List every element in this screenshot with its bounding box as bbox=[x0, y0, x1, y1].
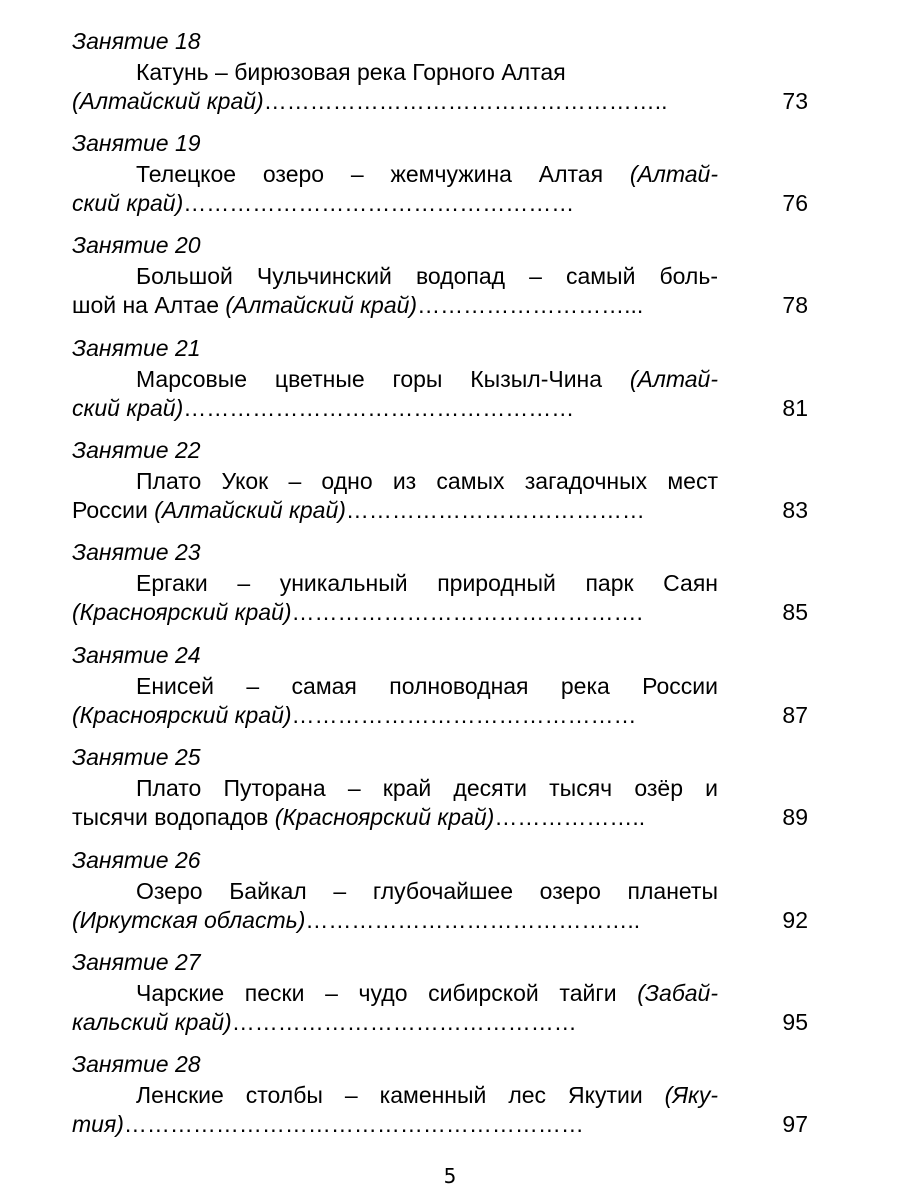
entry-title-continued: шой на Алтае bbox=[72, 292, 226, 318]
entry-title-line1 bbox=[72, 979, 718, 1007]
entry-page-number: 95 bbox=[782, 1009, 808, 1035]
entry-title-line2 bbox=[72, 291, 718, 319]
entry-title-text: Плато Путорана – край десяти тысяч озёр и bbox=[136, 775, 718, 801]
toc-entry-19 bbox=[72, 129, 812, 231]
lesson-label: Занятие 26 bbox=[72, 847, 201, 873]
lesson-label: Занятие 28 bbox=[72, 1051, 201, 1077]
entry-region: (Иркутская область) bbox=[72, 907, 306, 933]
entry-region: (Алтай- bbox=[629, 366, 718, 392]
entry-title-line1 bbox=[72, 467, 718, 495]
dot-leader: ………………………... bbox=[417, 292, 644, 318]
dot-leader: ……………….. bbox=[494, 804, 646, 830]
entry-region: (Алтай- bbox=[629, 161, 718, 187]
entry-title-line1 bbox=[72, 160, 718, 188]
entry-page-number: 76 bbox=[782, 190, 808, 216]
lesson-label: Занятие 22 bbox=[72, 437, 201, 463]
entry-page-number: 78 bbox=[782, 292, 808, 318]
entry-title-line1 bbox=[72, 569, 718, 597]
lesson-label: Занятие 27 bbox=[72, 949, 201, 975]
entry-region-continued: кальский край) bbox=[72, 1009, 232, 1035]
toc-entry-22 bbox=[72, 436, 812, 538]
entry-page-number: 81 bbox=[782, 395, 808, 421]
entry-title-text: Ленские столбы – каменный лес Якутии bbox=[136, 1082, 643, 1108]
entry-region: (Алтайский край) bbox=[72, 88, 264, 114]
entry-region: (Красноярский край) bbox=[72, 702, 292, 728]
entry-title-line2 bbox=[72, 1008, 718, 1036]
lesson-label: Занятие 25 bbox=[72, 744, 201, 770]
dot-leader: ………………………………… bbox=[345, 497, 645, 523]
entry-title-line2 bbox=[72, 803, 718, 831]
entry-region: (Красноярский край) bbox=[274, 804, 495, 830]
entry-title-line2 bbox=[72, 598, 718, 626]
entry-title-line2 bbox=[72, 906, 718, 934]
entry-title-line2 bbox=[72, 701, 718, 729]
entry-region: (Красноярский край) bbox=[72, 599, 292, 625]
entry-page-number: 73 bbox=[782, 88, 808, 114]
page-footer-number: 5 bbox=[443, 1164, 457, 1188]
toc-entry-26 bbox=[72, 846, 812, 948]
lesson-label: Занятие 19 bbox=[72, 130, 201, 156]
entry-region-continued: ский край) bbox=[72, 190, 184, 216]
entry-title-line2 bbox=[72, 87, 718, 115]
dot-leader: …………………………………………… bbox=[183, 190, 575, 216]
entry-region: (Алтайский край) bbox=[225, 292, 418, 318]
lesson-label: Занятие 24 bbox=[72, 642, 201, 668]
entry-title-line2 bbox=[72, 1110, 718, 1138]
entry-title-text: Катунь – бирюзовая река Горного Алтая bbox=[136, 59, 566, 85]
entry-title-line1 bbox=[72, 58, 718, 86]
entry-title-continued: тысячи водопадов bbox=[72, 804, 275, 830]
dot-leader: ……………………………………… bbox=[291, 702, 637, 728]
entry-page-number: 85 bbox=[782, 599, 808, 625]
entry-title-line1 bbox=[72, 262, 718, 290]
dot-leader: ………………………………………. bbox=[291, 599, 643, 625]
entry-title-line1 bbox=[72, 877, 718, 905]
toc-entry-20 bbox=[72, 231, 812, 333]
toc-entry-24 bbox=[72, 641, 812, 743]
entry-page-number: 97 bbox=[782, 1111, 808, 1137]
toc-entry-18 bbox=[72, 27, 812, 129]
entry-title-text: Плато Укок – одно из самых загадочных мест bbox=[136, 468, 718, 494]
entry-title-line2 bbox=[72, 394, 718, 422]
entry-title-text: Ергаки – уникальный природный парк Саян bbox=[136, 570, 718, 596]
lesson-label: Занятие 18 bbox=[72, 28, 201, 54]
entry-title-text: Енисей – самая полноводная река России bbox=[136, 673, 718, 699]
toc-entry-27 bbox=[72, 948, 812, 1050]
entry-region: (Яку- bbox=[664, 1082, 719, 1108]
entry-title-text: Чарские пески – чудо сибирской тайги bbox=[136, 980, 617, 1006]
entry-title-line2 bbox=[72, 189, 718, 217]
entry-title-text: Большой Чульчинский водопад – самый боль- bbox=[136, 263, 718, 289]
entry-title-text: Марсовые цветные горы Кызыл-Чина bbox=[136, 366, 603, 392]
entry-region: (Забай- bbox=[637, 980, 719, 1006]
toc-entry-23 bbox=[72, 538, 812, 640]
entry-page-number: 83 bbox=[782, 497, 808, 523]
entry-page-number: 89 bbox=[782, 804, 808, 830]
entry-region-continued: тия) bbox=[72, 1111, 124, 1137]
entry-title-line1 bbox=[72, 365, 718, 393]
lesson-label: Занятие 20 bbox=[72, 232, 201, 258]
dot-leader: …………………………………………….. bbox=[263, 88, 668, 114]
dot-leader: …………………………………………… bbox=[183, 395, 575, 421]
entry-title-line1 bbox=[72, 672, 718, 700]
dot-leader: ……………………………………… bbox=[231, 1009, 577, 1035]
entry-title-text: Озеро Байкал – глубочайшее озеро планеты bbox=[136, 878, 718, 904]
entry-region: (Алтайский край) bbox=[154, 497, 346, 523]
entry-title-line2 bbox=[72, 496, 718, 524]
toc-entry-25 bbox=[72, 743, 812, 845]
entry-region-continued: ский край) bbox=[72, 395, 184, 421]
entry-title-line1 bbox=[72, 774, 718, 802]
toc-entry-21 bbox=[72, 334, 812, 436]
dot-leader: …………………………………….. bbox=[305, 907, 641, 933]
lesson-label: Занятие 23 bbox=[72, 539, 201, 565]
entry-title-line1 bbox=[72, 1081, 718, 1109]
lesson-label: Занятие 21 bbox=[72, 335, 201, 361]
entry-page-number: 92 bbox=[782, 907, 808, 933]
toc-entry-28 bbox=[72, 1050, 812, 1152]
entry-page-number: 87 bbox=[782, 702, 808, 728]
entry-title-text: Телецкое озеро – жемчужина Алтая bbox=[136, 161, 604, 187]
entry-title-continued: России bbox=[72, 497, 155, 523]
dot-leader: …………………………………………………… bbox=[123, 1111, 584, 1137]
